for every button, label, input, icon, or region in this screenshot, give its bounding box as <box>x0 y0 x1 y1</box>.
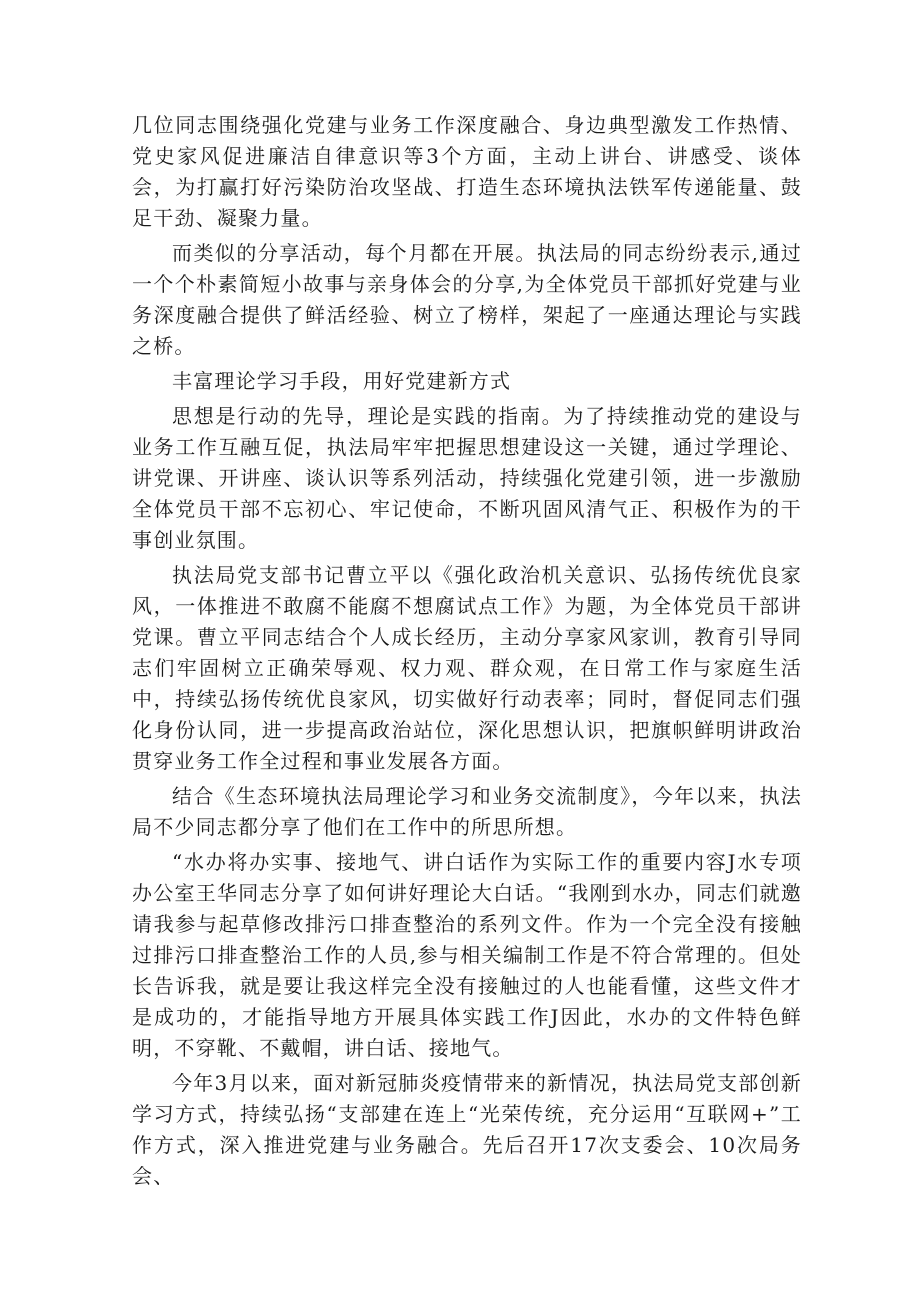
paragraph: 今年3月以来，面对新冠肺炎疫情带来的新情况，执法局党支部创新学习方式，持续弘扬“支部建在连上“光荣传统，充分运用“互联网+”工作方式，深入推进党建与业务融合。先后召开17次支委会、10次局务会、 <box>132 1071 802 1188</box>
paragraph: “水办将办实事、接地气、讲白话作为实际工作的重要内容J水专项办公室王华同志分享了如何讲好理论大白话。“我刚到水办，同志们就邀请我参与起草修改排污口排查整治的系列文件。作为一个完全没有接触过排污口排查整治工作的人员,参与相关编制工作是不符合常理的。但处长告诉我，就是要让我这样完全没有接触过的人也能看懂，这些文件才是成功的，才能指导地方开展具体实践工作J因此，水办的文件特色鲜明，不穿靴、不戴帽，讲白话、接地气。 <box>132 850 802 1060</box>
paragraph: 执法局党支部书记曹立平以《强化政治机关意识、弘扬传统优良家风，一体推进不敢腐不能腐不想腐试点工作》为题，为全体党员干部讲党课。曹立平同志结合个人成长经历，主动分享家风家训，教育引导同志们牢固树立正确荣辱观、权力观、群众观，在日常工作与家庭生活中，持续弘扬传统优良家风，切实做好行动表率；同时，督促同志们强化身份认同，进一步提高政治站位，深化思想认识，把旗帜鲜明讲政治贯穿业务工作全过程和事业发展各方面。 <box>132 563 802 773</box>
paragraph: 几位同志围绕强化党建与业务工作深度融合、身边典型激发工作热情、党史家风促进廉洁自律意识等3个方面，主动上讲台、讲感受、谈体会，为打赢打好污染防治攻坚战、打造生态环境执法铁军传递能量、鼓足干劲、凝聚力量。 <box>132 113 802 230</box>
paragraph: 结合《生态环境执法局理论学习和业务交流制度》，今年以来，执法局不少同志都分享了他们在工作中的所思所想。 <box>132 784 802 839</box>
document-body <box>132 110 802 1196</box>
paragraph: 而类似的分享活动，每个月都在开展。执法局的同志纷纷表示,通过一个个朴素简短小故事与亲身体会的分享,为全体党员干部抓好党建与业务深度融合提供了鲜活经验、树立了榜样，架起了一座通达理论与实践之桥。 <box>132 241 802 358</box>
paragraph: 思想是行动的先导，理论是实践的指南。为了持续推动党的建设与业务工作互融互促，执法局牢牢把握思想建设这一关键，通过学理论、讲党课、开讲座、谈认识等系列活动，持续强化党建引领，进一步激励全体党员干部不忘初心、牢记使命，不断巩固风清气正、积极作为的干事创业氛围。 <box>132 404 802 552</box>
section-heading: 丰富理论学习手段，用好党建新方式 <box>172 369 512 393</box>
